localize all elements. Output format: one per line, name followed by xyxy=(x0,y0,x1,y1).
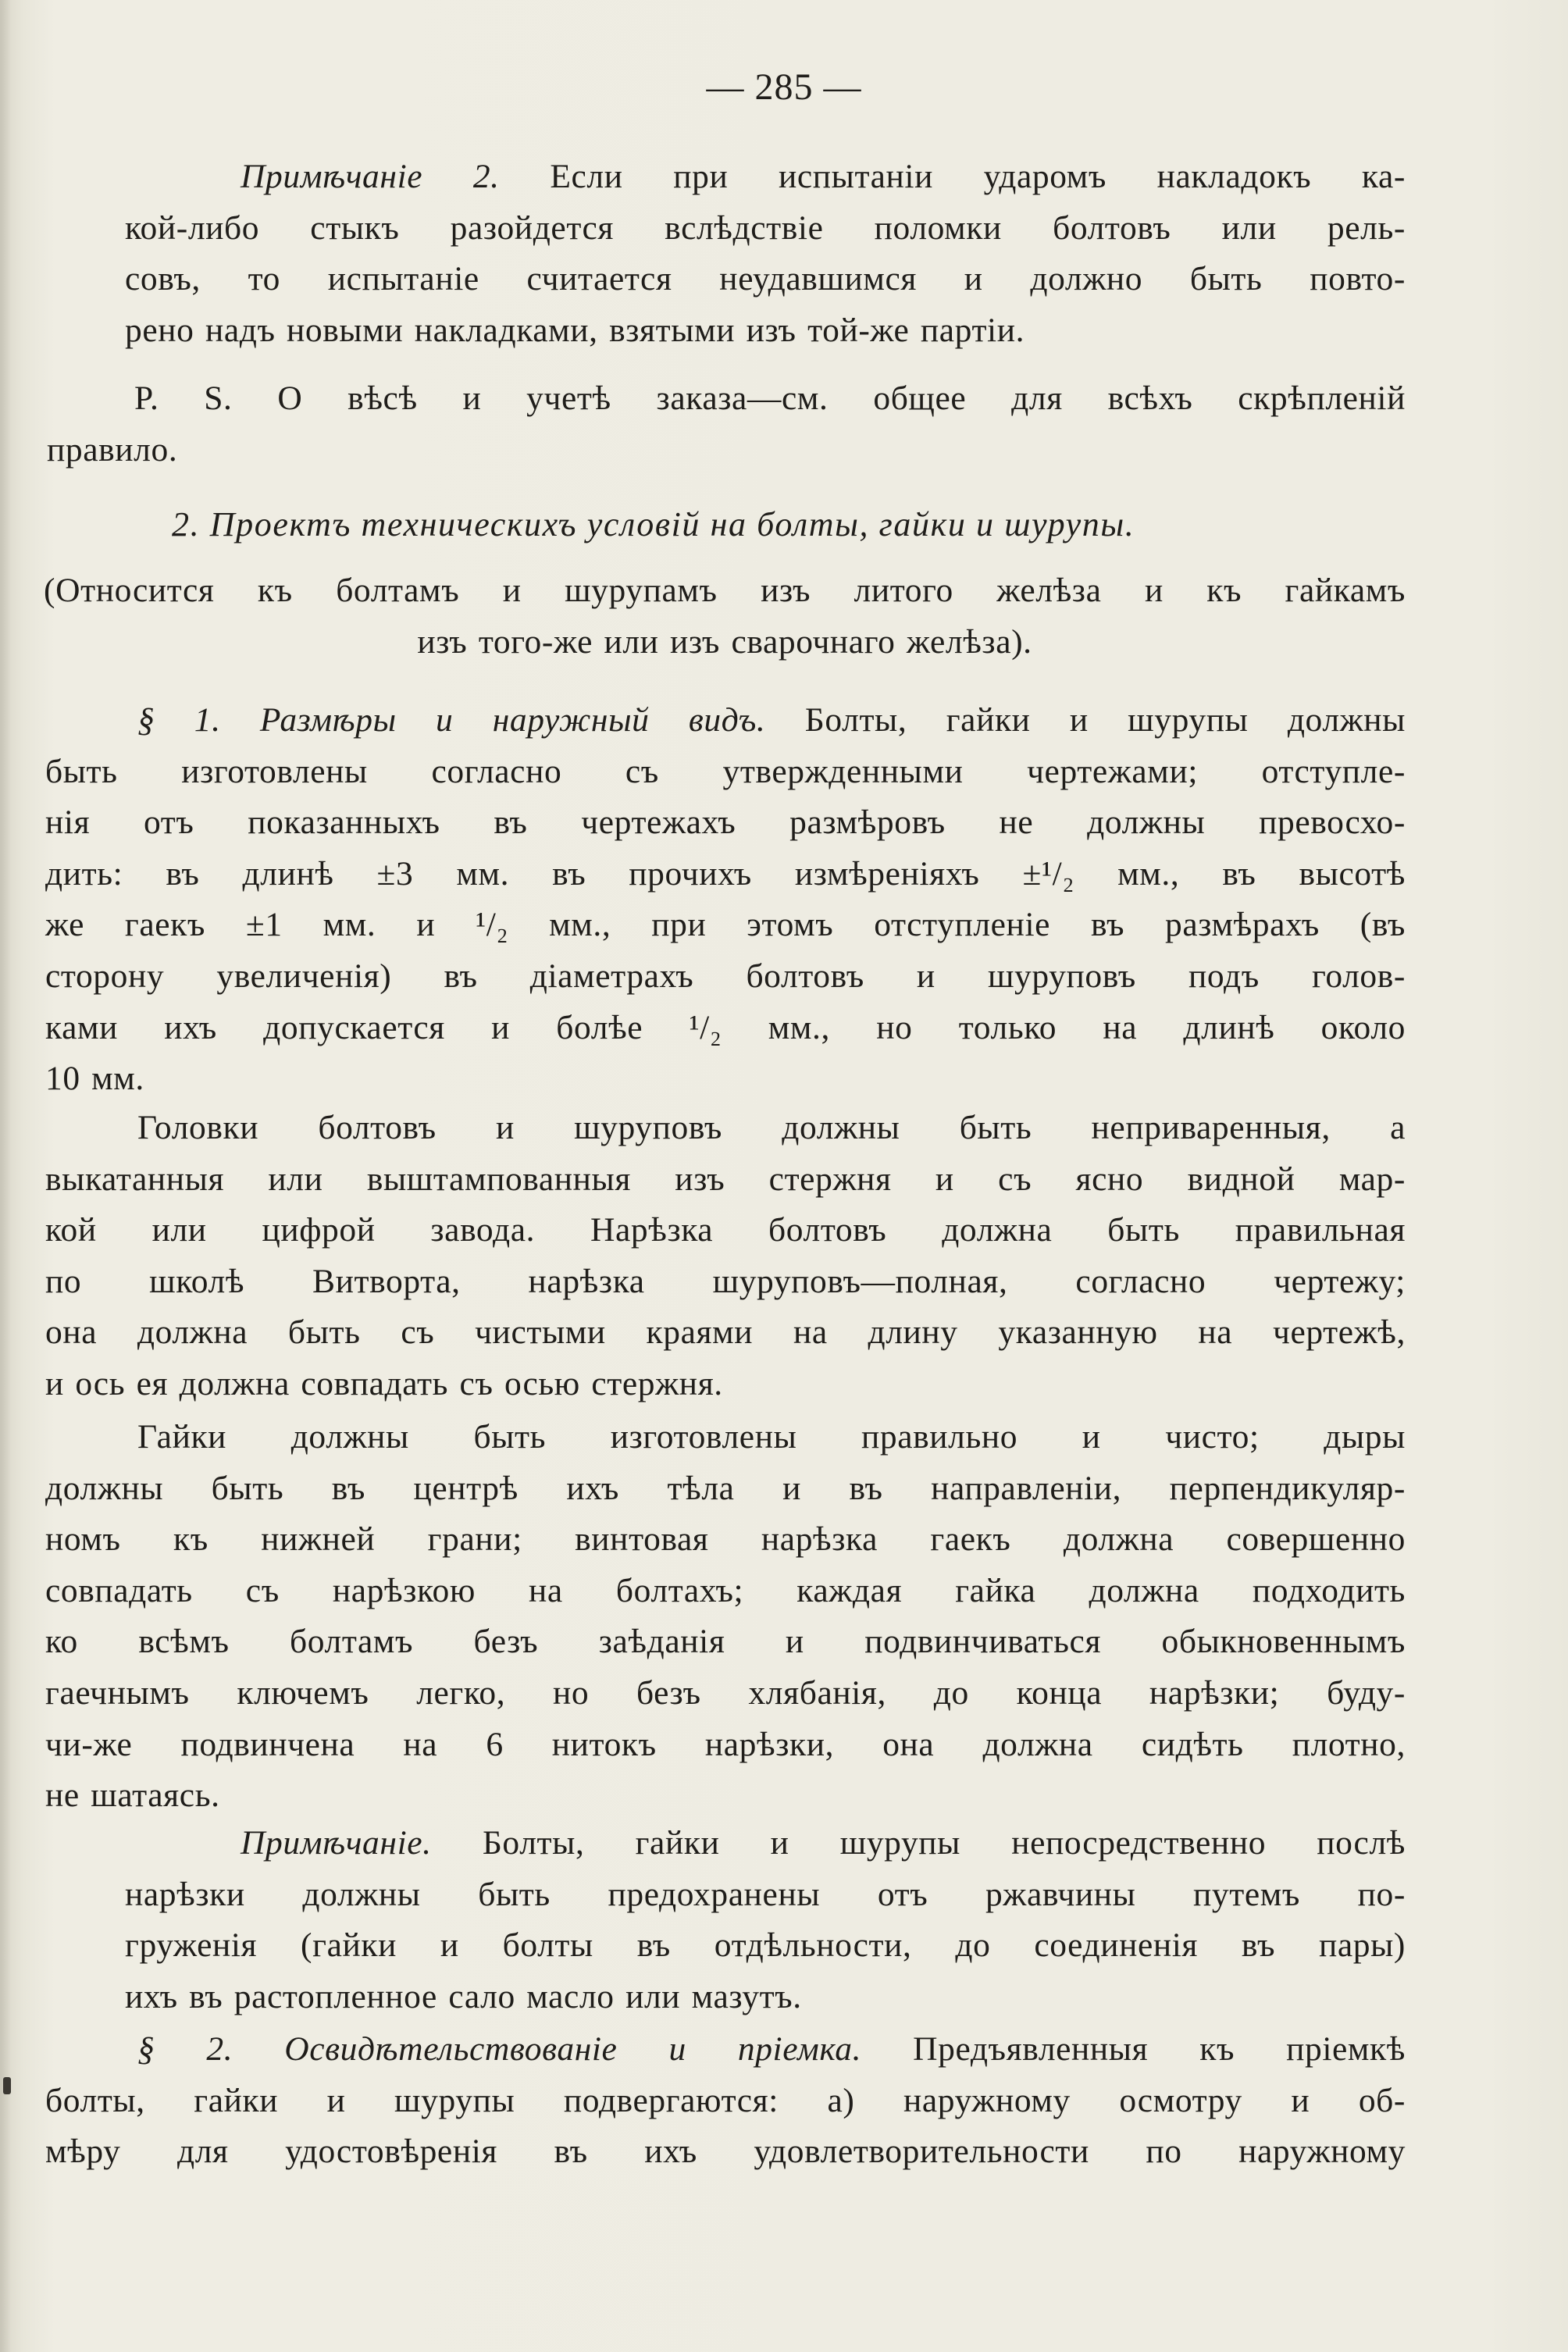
para3-line-1: Гайки должны быть изготовлены правильно и чисто; дыры xyxy=(137,1418,1406,1456)
note-2-line-4: рено надъ новыми накладками, взятыми изъ той-же партіи. xyxy=(125,311,1025,349)
section-title: 2. Проектъ техническихъ условій на болты, гайки и шурупы. xyxy=(172,505,1135,543)
para2-line-1: Головки болтовъ и шуруповъ должны быть неприваренныя, а xyxy=(137,1109,1406,1146)
para1-line-5: же гаекъ ±1 мм. и ¹/₂ мм., при этомъ отступленіе въ размѣрахъ (въ xyxy=(45,906,1406,944)
para4-line-1: § 2. Освидѣтельствованіе и пріемка. Предъявленныя къ пріемкѣ xyxy=(137,2030,1406,2068)
margin-mark xyxy=(3,2077,11,2094)
para3-line-3: номъ къ нижней грани; винтовая нарѣзка гаекъ должна совершенно xyxy=(45,1520,1406,1559)
ps-line-1: P. S. О вѣсѣ и учетѣ заказа—см. общее для всѣхъ скрѣпленій xyxy=(134,380,1406,417)
para1-line-1: § 1. Размѣры и наружный видъ. Болты, гайки и шурупы должны xyxy=(137,701,1406,739)
ps-paragraph xyxy=(47,373,1406,476)
note-2-label: Примѣчаніе 2. xyxy=(241,158,500,195)
page-number: — 285 — xyxy=(706,66,862,108)
para1-line-8: 10 мм. xyxy=(45,1060,144,1098)
ps-line-2: правило. xyxy=(47,430,178,469)
page-gutter-shadow xyxy=(0,0,11,2352)
para1-line-2: быть изготовлены согласно съ утвержденными чертежами; отступле- xyxy=(45,752,1406,790)
para4-line-3: мѣру для удостовѣренія въ ихъ удовлетворительности по наружному xyxy=(45,2133,1406,2171)
para2-line-2: выкатанныя или выштампованныя изъ стержня и съ ясно видной мар- xyxy=(45,1160,1406,1198)
para3-line-5: ко всѣмъ болтамъ безъ заѣданія и подвинчиваться обыкновеннымъ xyxy=(45,1623,1406,1661)
para3-line-2: должны быть въ центрѣ ихъ тѣла и въ направленіи, перпендикуляр- xyxy=(45,1469,1406,1507)
note-2-line-3: совъ, то испытаніе считается неудавшимся и должно быть повто- xyxy=(125,260,1406,298)
para2-line-3: кой или цифрой завода. Нарѣзка болтовъ должна быть правильная xyxy=(45,1211,1406,1249)
para3-line-8: не шатаясь. xyxy=(45,1776,220,1815)
section-1-paragraph xyxy=(45,695,1406,1105)
note-2-line-1: Примѣчаніе 2. Если при испытаніи ударомъ накладокъ ка- xyxy=(241,158,1406,195)
note3-line-4: ихъ въ растопленное сало масло или мазутъ. xyxy=(125,1977,802,2015)
note-2-line-2: кой-либо стыкъ разойдется вслѣдствіе поломки болтовъ или рель- xyxy=(125,208,1406,247)
note-label: Примѣчаніе. xyxy=(241,1824,432,1862)
para1-line-3: нія отъ показанныхъ въ чертежахъ размѣровъ не должны превосхо- xyxy=(45,804,1406,842)
para1-line-6: сторону увеличенія) въ діаметрахъ болтовъ и шуруповъ подъ голов- xyxy=(45,957,1406,995)
nuts-paragraph xyxy=(45,1412,1406,1822)
note-rust xyxy=(125,1818,1406,2022)
note3-line-2: нарѣзки должны быть предохранены отъ ржавчины путемъ по- xyxy=(125,1875,1406,1913)
heads-paragraph xyxy=(45,1103,1406,1410)
para2-line-6: и ось ея должна совпадать съ осью стержня. xyxy=(45,1364,723,1402)
para1-line-7: ками ихъ допускается и болѣе ¹/₂ мм., но только на длинѣ около xyxy=(45,1008,1406,1046)
para2-line-4: по школѣ Витворта, нарѣзка шуруповъ—полная, согласно чертежу; xyxy=(45,1262,1406,1300)
subtitle-line-1: (Относится къ болтамъ и шурупамъ изъ литого желѣза и къ гайкамъ xyxy=(44,572,1406,609)
note-2 xyxy=(125,151,1406,356)
section-1-heading: § 1. Размѣры и наружный видъ. xyxy=(137,701,766,739)
para1-line-4: дить: въ длинѣ ±3 мм. въ прочихъ измѣреніяхъ ±¹/₂ мм., въ высотѣ xyxy=(45,854,1406,893)
para2-line-5: она должна быть съ чистыми краями на длину указанную на чертежѣ, xyxy=(45,1313,1406,1352)
note3-line-3: груженія (гайки и болты въ отдѣльности, до соединенія въ пары) xyxy=(125,1926,1406,1965)
para3-line-4: совпадать съ нарѣзкою на болтахъ; каждая гайка должна подходить xyxy=(45,1571,1406,1609)
para3-line-7: чи-же подвинчена на 6 нитокъ нарѣзки, она должна сидѣть плотно, xyxy=(45,1725,1406,1763)
para4-line-2: болты, гайки и шурупы подвергаются: а) наружному осмотру и об- xyxy=(45,2081,1406,2119)
note3-line-1: Примѣчаніе. Болты, гайки и шурупы непосредственно послѣ xyxy=(241,1824,1406,1862)
section-subtitle xyxy=(44,565,1406,668)
para3-line-6: гаечнымъ ключемъ легко, но безъ хлябанія, до конца нарѣзки; буду- xyxy=(45,1673,1406,1712)
subtitle-line-2: изъ того-же или изъ сварочнаго желѣза). xyxy=(417,622,1032,661)
section-2-heading: § 2. Освидѣтельствованіе и пріемка. xyxy=(137,2030,862,2068)
section-2-paragraph xyxy=(45,2024,1406,2178)
